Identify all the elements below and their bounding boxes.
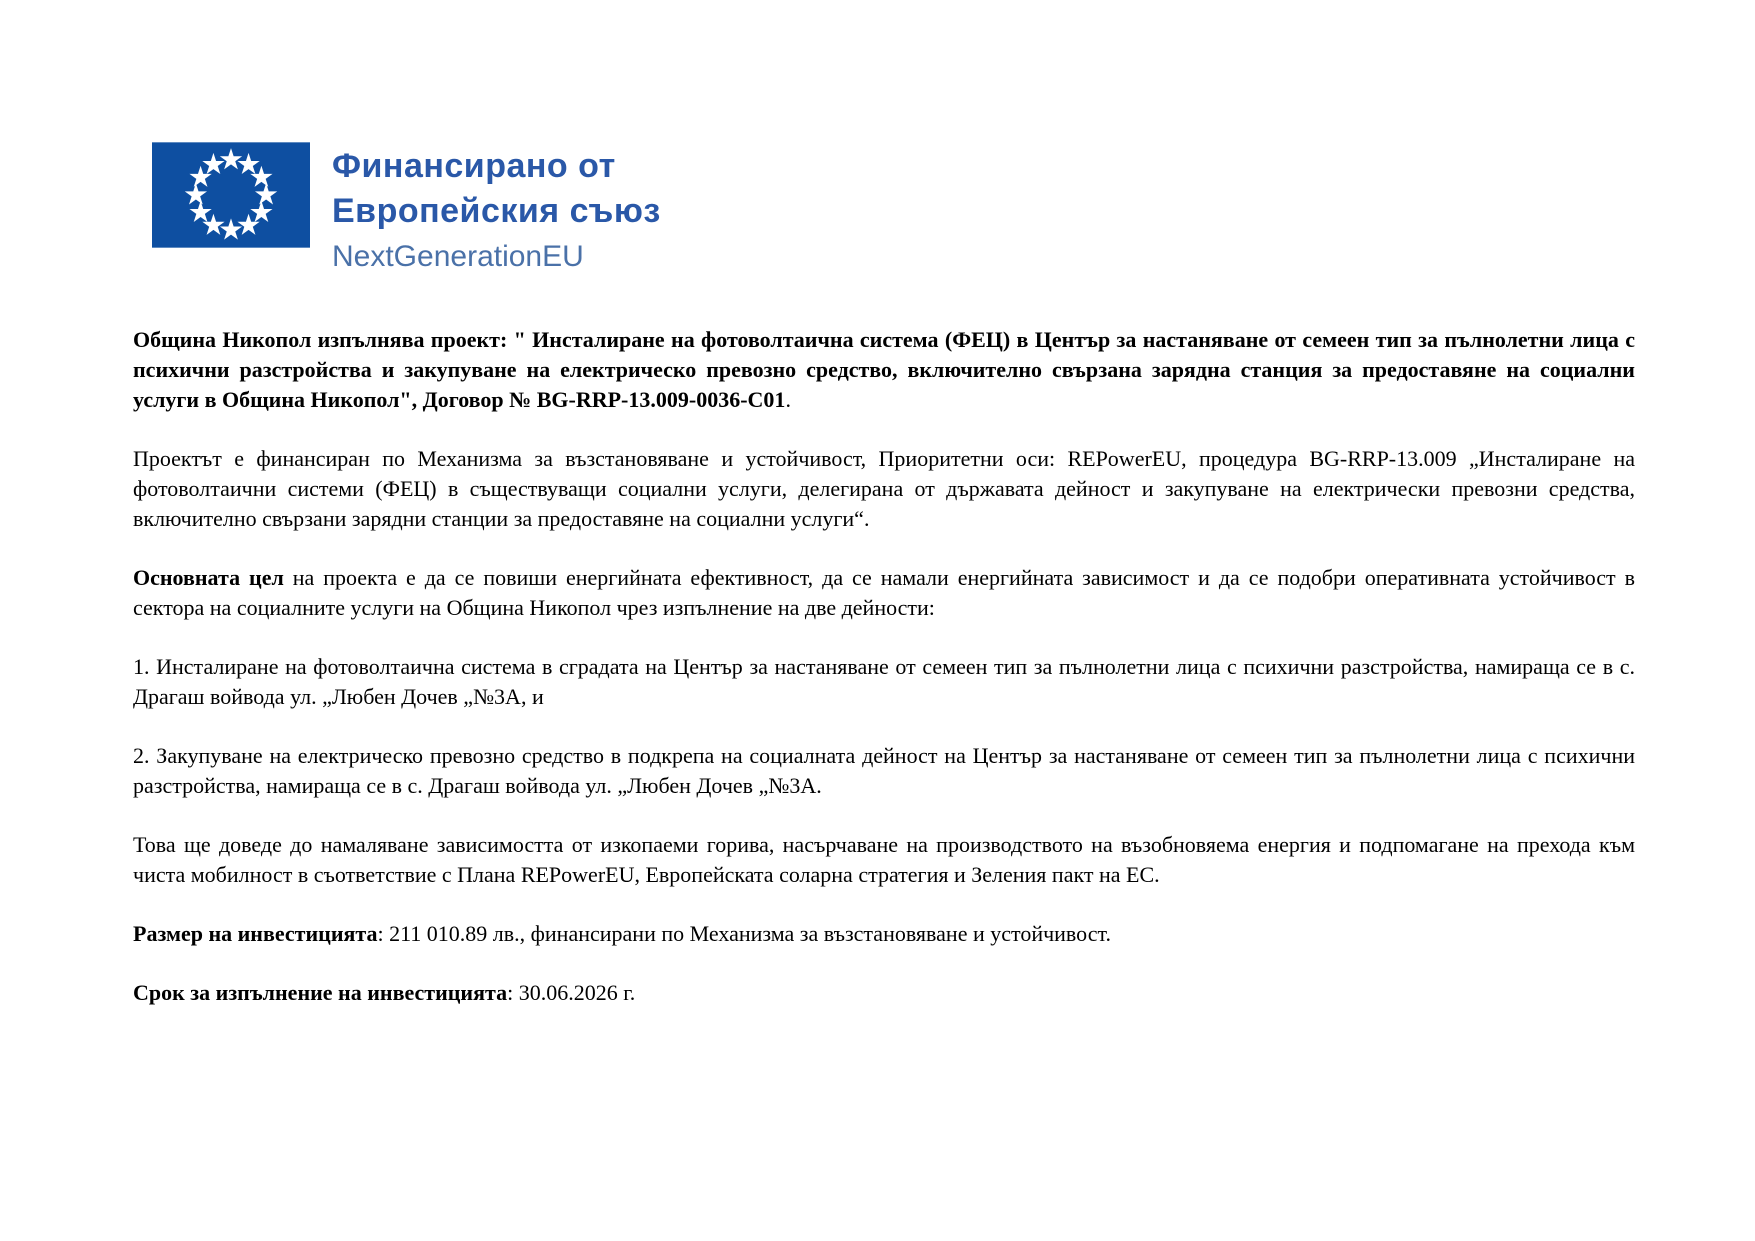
deadline-label: Срок за изпълнение на инвестицията [133, 980, 508, 1005]
main-goal-text: на проекта е да се повиши енергийната ефективност, да се намали енергийната зависимост и да се подобри оперативната устойчивост в сектора на социалните услуги на Община Никопол чрез изпълнение на две дейности: [133, 565, 1635, 620]
paragraph-financing: Проектът е финансиран по Механизма за възстановяване и устойчивост, Приоритетни оси: REPowerEU, процедура BG-RRP-13.009 „Инсталиране на фотоволтаични системи (ФЕЦ) в съществуващи социални услуги, делегирана от държавата дейност и закупуване на електрически превозни средства, включително свързани зарядни станции за предоставяне на социални услуги“. [133, 446, 1635, 531]
logo-nextgenerationeu: NextGenerationEU [332, 240, 584, 273]
investment-amount-value: : 211 010.89 лв., финансирани по Механизма за възстановяване и устойчивост. [377, 921, 1111, 946]
main-goal-label: Основната цел [133, 565, 284, 590]
paragraph-implementation-deadline [133, 978, 1635, 1008]
list-item-activity-1: 1. Инсталиране на фотоволтаична система в сградата на Център за настаняване от семеен тип за пълнолетни лица с психични разстройства, намираща се в с. Драгаш войвода ул. „Любен Дочев „№3А, и [133, 654, 1635, 709]
eu-flag-icon [152, 142, 310, 248]
document-body [133, 325, 1635, 1037]
list-item-activity-2: 2. Закупуване на електрическо превозно средство в подкрепа на социалната дейност на Център за настаняване от семеен тип за пълнолетни лица с психични разстройства, намираща се в с. Драгаш войвода ул. „Любен Дочев „№3А. [133, 743, 1635, 798]
logo-funded-by-line2: Европейския съюз [332, 192, 661, 230]
paragraph-impact: Това ще доведе до намаляване зависимостта от изкопаеми горива, насърчаване на производството на възобновяема енергия и подпомагане на прехода към чиста мобилност в съответствие с Плана REPowerEU, Европейската соларна стратегия и Зеления пакт на ЕС. [133, 832, 1635, 887]
investment-amount-label: Размер на инвестицията [133, 921, 378, 946]
project-title-period: . [785, 387, 791, 412]
deadline-value: : 30.06.2026 г. [507, 980, 636, 1005]
eu-funding-logo [152, 142, 661, 277]
paragraph-main-goal [133, 563, 1635, 623]
project-title-text: Община Никопол изпълнява проект: " Инсталиране на фотоволтаична система (ФЕЦ) в Център за настаняване от семеен тип за пълнолетни лица с психични разстройства и закупуване на електрическо превозно средство, включително свързана зарядна станция за предоставяне на социални услуги в Община Никопол", Договор № BG-RRP-13.009-0036-C01 [133, 327, 1635, 412]
eu-logo-text [332, 142, 661, 277]
logo-funded-by-line1: Финансирано от [332, 147, 616, 185]
paragraph-project-title [133, 325, 1635, 415]
paragraph-investment-amount [133, 919, 1635, 949]
